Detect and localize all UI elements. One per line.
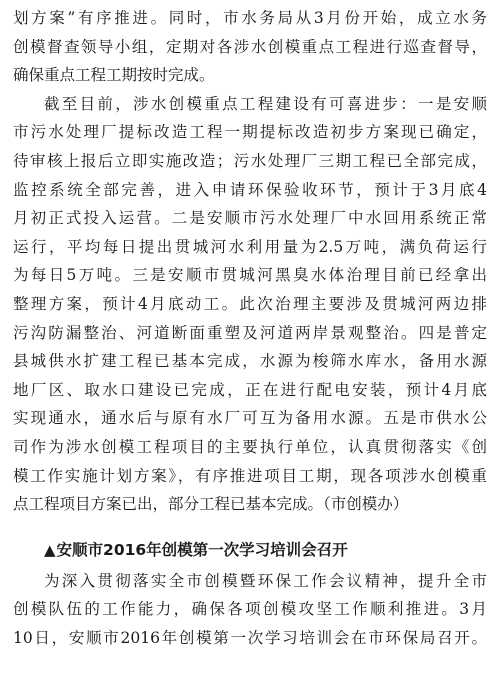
text-line: 为每日5万吨。三是安顺市贯城河黑臭水体治理目前已经拿出 [13, 266, 487, 285]
paragraph-training [13, 567, 487, 653]
text-line: 污沟防漏整治、河道断面重塑及河道两岸景观整治。四是普定 [13, 323, 487, 342]
text-line: 整理方案，预计4月底动工。此次治理主要涉及贯城河两边排 [13, 294, 487, 313]
text-line: 10日，安顺市2016年创模第一次学习培训会在市环保局召开。 [13, 628, 487, 647]
text-line: 创模队伍的工作能力，确保各项创模攻坚工作顺利推进。3月 [13, 600, 487, 619]
text-line: 截至目前，涉水创模重点工程建设有可喜进步：一是安顺 [44, 94, 487, 113]
section-title: 安顺市2016年创模第一次学习培训会召开 [56, 540, 348, 559]
triangle-marker-icon: ▲ [44, 540, 56, 559]
text-line: 月初正式投入运营。二是安顺市污水处理厂中水回用系统正常 [13, 209, 487, 228]
text-line: 县城供水扩建工程已基本完成，水源为梭筛水库水，备用水源 [13, 352, 487, 371]
paragraph-progress [13, 90, 487, 519]
text-line: 运行，平均每日提出贯城河水利用量为2.5万吨，满负荷运行 [13, 237, 487, 256]
section-heading [13, 533, 487, 567]
text-line: 司作为涉水创模工程项目的主要执行单位，认真贯彻落实《创 [13, 437, 487, 456]
text-line: 模工作实施计划方案》，有序推进项目工期，现各项涉水创模重 [13, 466, 487, 485]
document-page [13, 4, 487, 652]
text-line: 确保重点工程工期按时完成。 [13, 66, 215, 85]
text-line: 市污水处理厂提标改造工程一期提标改造初步方案现已确定， [13, 123, 487, 142]
text-line: 监控系统全部完善，进入申请环保验收环节，预计于3月底4 [13, 180, 487, 199]
text-line: 点工程项目方案已出，部分工程已基本完成。（市创模办） [13, 495, 409, 514]
text-line: 划方案”有序推进。同时，市水务局从3月份开始，成立水务 [13, 9, 487, 27]
text-line: 待审核上报后立即实施改造；污水处理厂三期工程已全部完成， [13, 151, 487, 170]
text-line: 地厂区、取水口建设已完成，正在进行配电安装，预计4月底 [13, 380, 487, 399]
text-line: 实现通水，通水后与原有水厂可互为备用水源。五是市供水公 [13, 409, 487, 428]
paragraph-continuation [13, 4, 487, 90]
text-line: 创模督查领导小组，定期对各涉水创模重点工程进行巡查督导， [13, 37, 487, 56]
text-line: 为深入贯彻落实全市创模暨环保工作会议精神，提升全市 [44, 571, 487, 590]
